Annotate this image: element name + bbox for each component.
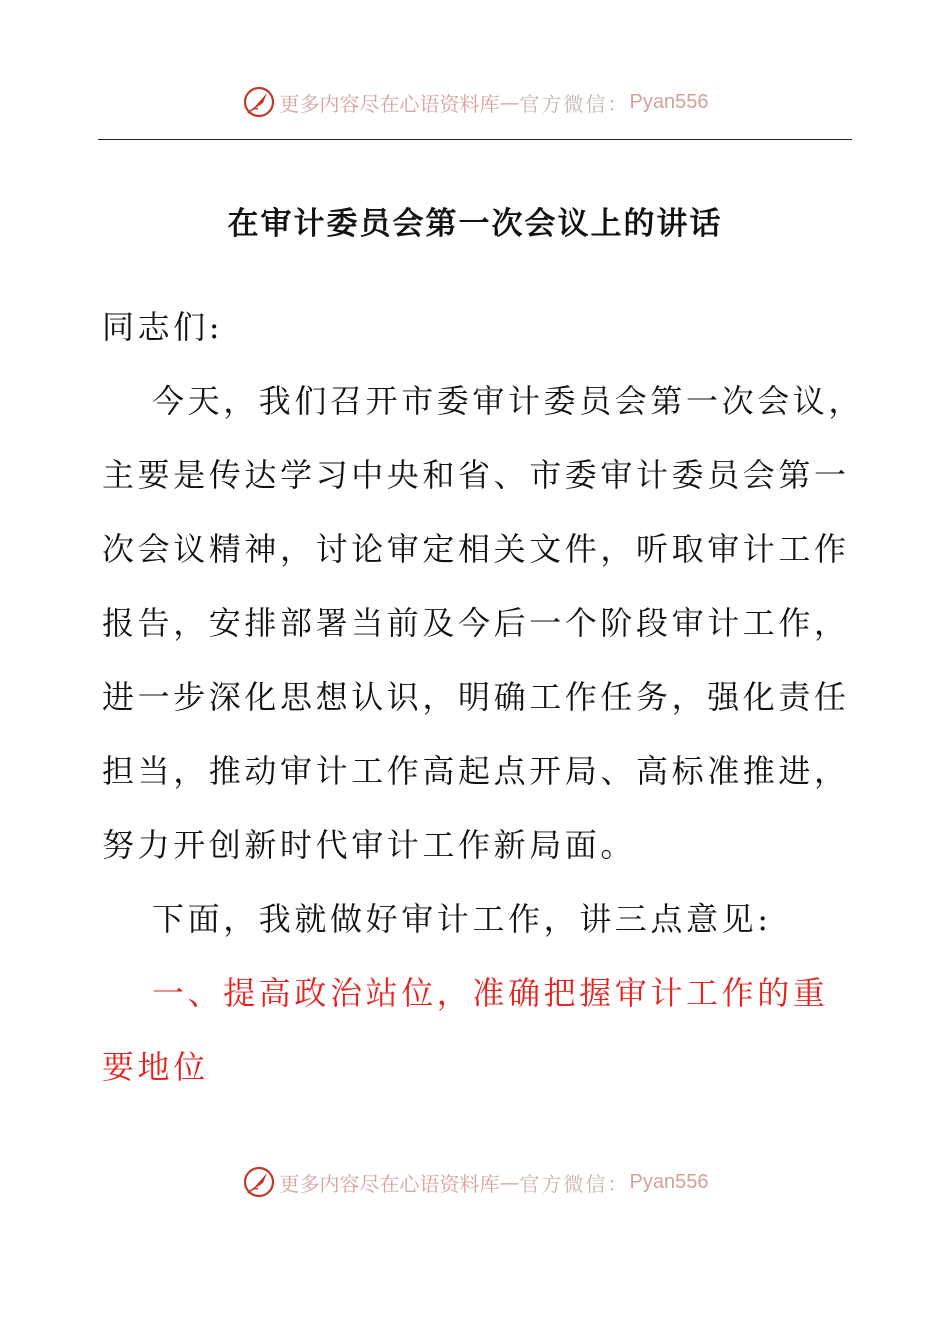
banner-contact-id: Pyan556 bbox=[629, 90, 709, 113]
banner-brand: 更多内容尽在心语资料库 bbox=[279, 91, 500, 116]
document-title: 在审计委员会第一次会议上的讲话 bbox=[227, 206, 723, 242]
banner-dash: — bbox=[499, 1170, 520, 1194]
banner-contact-label: 官方微信： bbox=[519, 91, 630, 116]
quill-logo-icon bbox=[242, 1165, 276, 1199]
banner-contact-label: 官方微信： bbox=[519, 1171, 630, 1196]
paragraph-1 bbox=[102, 364, 865, 882]
text-line: 次会议精神，讨论审定相关文件，听取审计工作 bbox=[102, 530, 850, 568]
banner-dash: — bbox=[499, 90, 520, 114]
heading-line: 一、提高政治站位，准确把握审计工作的重 bbox=[152, 974, 829, 1012]
text-line: 下面，我就做好审计工作，讲三点意见: bbox=[152, 900, 772, 938]
header-watermark bbox=[0, 82, 950, 122]
heading-line: 要地位 bbox=[102, 1048, 209, 1086]
banner-brand: 更多内容尽在心语资料库 bbox=[279, 1171, 500, 1196]
paragraph-2 bbox=[102, 882, 862, 956]
text-line: 主要是传达学习中央和省、市委审计委员会第一 bbox=[102, 456, 850, 494]
text-line: 报告，安排部署当前及今后一个阶段审计工作， bbox=[102, 604, 850, 642]
banner-contact-id: Pyan556 bbox=[629, 1170, 709, 1193]
text-line: 担当，推动审计工作高起点开局、高标准推进， bbox=[102, 752, 850, 790]
header-divider bbox=[98, 139, 852, 140]
footer-watermark bbox=[0, 1162, 950, 1202]
text-line: 今天，我们召开市委审计委员会第一次会议， bbox=[152, 382, 865, 420]
quill-logo-icon bbox=[242, 85, 276, 119]
document-body bbox=[102, 290, 865, 1104]
text-line: 进一步深化思想认识，明确工作任务，强化责任 bbox=[102, 678, 850, 716]
section-heading-1 bbox=[102, 956, 862, 1104]
text-line: 努力开创新时代审计工作新局面。 bbox=[102, 826, 637, 864]
salutation: 同志们: bbox=[102, 308, 224, 346]
